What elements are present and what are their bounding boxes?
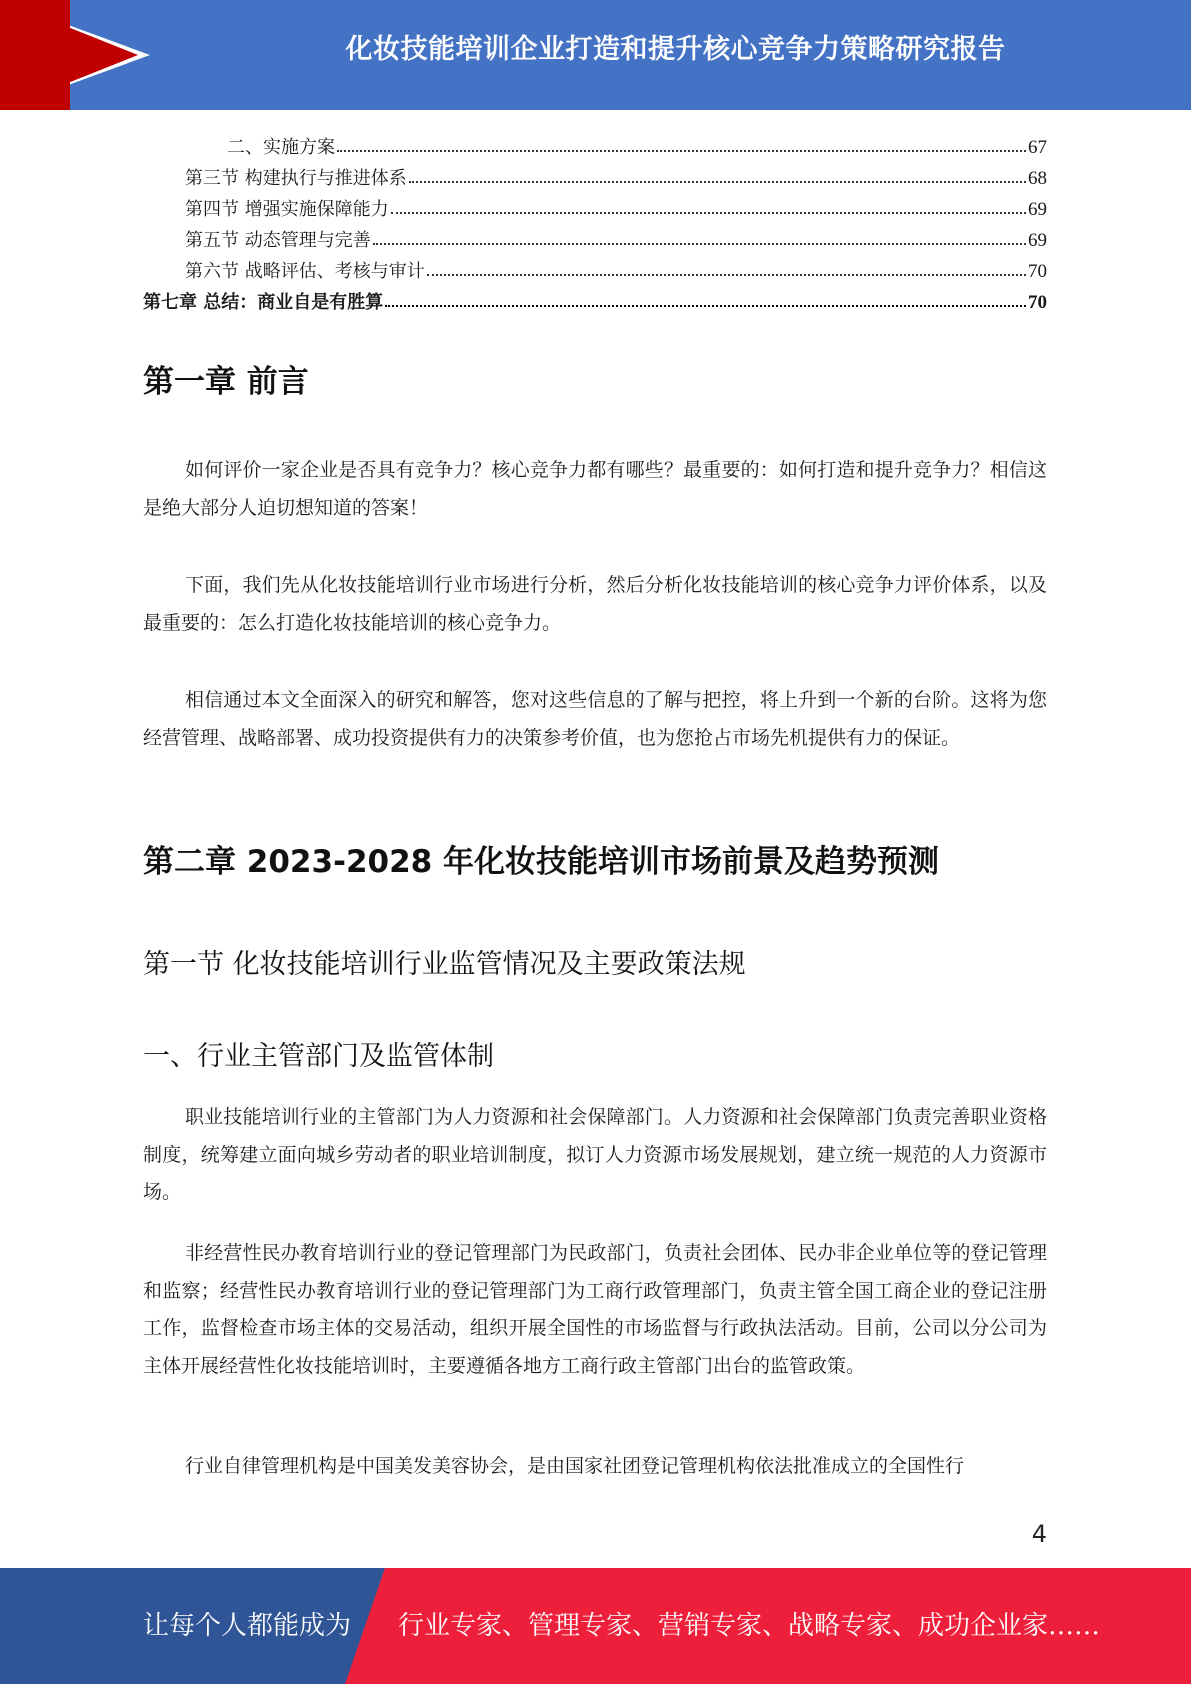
toc-entry[interactable]: [143, 252, 1047, 283]
toc-entry-page: 70: [1028, 292, 1047, 313]
toc-entry-page: 68: [1028, 168, 1047, 189]
toc-entry-page: 67: [1028, 137, 1047, 158]
toc-leader: [409, 181, 1026, 183]
chapter-2-paragraph-1: 职业技能培训行业的主管部门为人力资源和社会保障部门。人力资源和社会保障部门负责完善职业资格制度，统筹建立面向城乡劳动者的职业培训制度，拟订人力资源市场发展规划，建立统一规范的人力资源市场。: [143, 1106, 1047, 1203]
toc-leader: [385, 305, 1026, 307]
toc-entry-chapter[interactable]: [143, 283, 1047, 314]
table-of-contents: [143, 128, 1047, 314]
toc-entry[interactable]: [143, 128, 1047, 159]
toc-entry[interactable]: [143, 159, 1047, 190]
toc-entry[interactable]: [143, 221, 1047, 252]
toc-leader: [391, 212, 1026, 214]
toc-entry-text: 第七章 总结：商业自是有胜算: [143, 292, 384, 313]
toc-entry-text: 第六节 战略评估、考核与审计: [185, 261, 425, 282]
chapter-2-paragraph-3: 行业自律管理机构是中国美发美容协会，是由国家社团登记管理机构依法批准成立的全国性行: [185, 1455, 965, 1477]
toc-entry[interactable]: [143, 190, 1047, 221]
page-header: [0, 0, 1191, 110]
toc-entry-text: 第三节 构建执行与推进体系: [185, 168, 407, 189]
chapter-1-paragraph-3: 相信通过本文全面深入的研究和解答，您对这些信息的了解与把控，将上升到一个新的台阶。这将为您经营管理、战略部署、成功投资提供有力的决策参考价值，也为您抢占市场先机提供有力的保证。: [143, 689, 1047, 749]
toc-entry-page: 69: [1028, 199, 1047, 220]
footer-slogan-left: 让每个人都能成为: [143, 1611, 352, 1641]
chapter-2-heading: 第二章 2023-2028 年化妆技能培训市场前景及趋势预测: [143, 844, 940, 880]
chapter-1-paragraph-2: 下面，我们先从化妆技能培训行业市场进行分析，然后分析化妆技能培训的核心竞争力评价体系，以及最重要的：怎么打造化妆技能培训的核心竞争力。: [143, 574, 1047, 634]
footer-slogan-right: 行业专家、管理专家、营销专家、战略专家、成功企业家……: [398, 1611, 1101, 1641]
subsection-1-heading: 一、行业主管部门及监管体制: [143, 1041, 494, 1072]
toc-leader: [373, 243, 1026, 245]
report-title: 化妆技能培训企业打造和提升核心竞争力策略研究报告: [345, 34, 1006, 65]
toc-leader: [337, 150, 1026, 152]
chapter-1-heading: 第一章 前言: [143, 364, 309, 400]
toc-entry-text: 第四节 增强实施保障能力: [185, 199, 389, 220]
page-number: 4: [1031, 1520, 1047, 1548]
header-red-arrow: [0, 0, 138, 110]
toc-leader: [427, 274, 1026, 276]
toc-entry-text: 二、实施方案: [227, 137, 335, 158]
section-1-heading: 第一节 化妆技能培训行业监管情况及主要政策法规: [143, 949, 746, 980]
chapter-1-paragraph-1: 如何评价一家企业是否具有竞争力？核心竞争力都有哪些？最重要的：如何打造和提升竞争力？相信这是绝大部分人迫切想知道的答案！: [143, 459, 1047, 519]
page-footer: [0, 1568, 1191, 1684]
chapter-2-paragraph-2: 非经营性民办教育培训行业的登记管理部门为民政部门，负责社会团体、民办非企业单位等的登记管理和监察；经营性民办教育培训行业的登记管理部门为工商行政管理部门，负责主管全国工商企业的登记注册工作，监督检查市场主体的交易活动，组织开展全国性的市场监督与行政执法活动。目前，公司以分公司为主体开展经营性化妆技能培训时，主要遵循各地方工商行政主管部门出台的监管政策。: [143, 1242, 1047, 1377]
toc-entry-page: 70: [1028, 261, 1047, 282]
toc-entry-text: 第五节 动态管理与完善: [185, 230, 371, 251]
toc-entry-page: 69: [1028, 230, 1047, 251]
